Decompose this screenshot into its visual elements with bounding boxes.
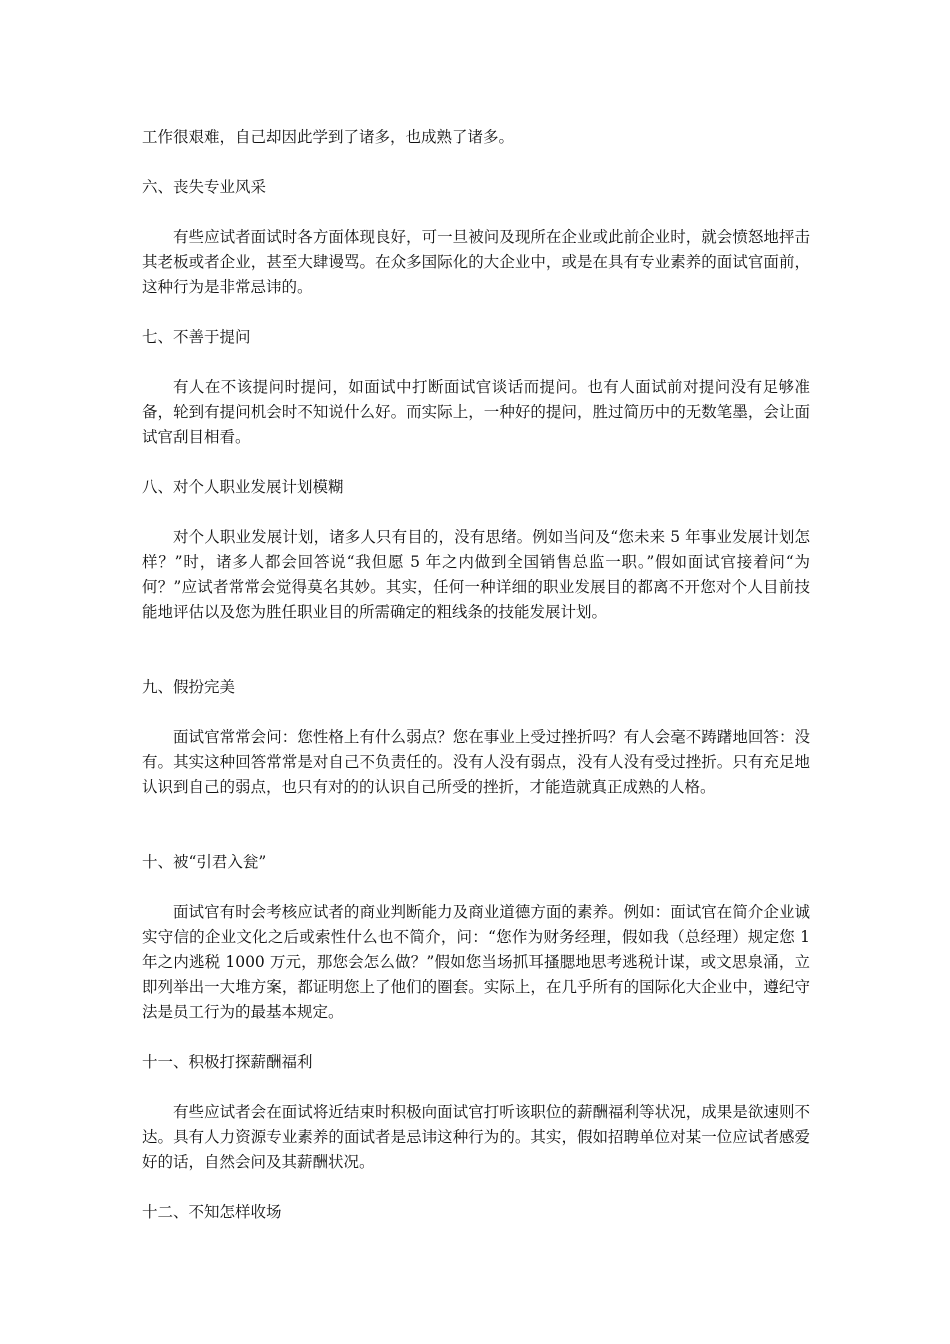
section-body-11: 有些应试者会在面试将近结束时积极向面试官打听该职位的薪酬福利等状况，成果是欲速则不达。具有人力资源专业素养的面试者是忌讳这种行为的。其实，假如招聘单位对某一位应试者感爱好的话，自然会问及其薪酬状况。 bbox=[142, 1103, 810, 1171]
section-heading-11: 十一、积极打探薪酬福利 bbox=[142, 1053, 313, 1071]
section-body-10: 面试官有时会考核应试者的商业判断能力及商业道德方面的素养。例如：面试官在简介企业诚实守信的企业文化之后或索性什么也不简介，问：“您作为财务经理，假如我（总经理）规定您 1 年之内逃税 1000 万元，那您会怎么做？”假如您当场抓耳搔腮地思考逃税计谋，或文思泉涌，立即列举出一大堆方案，都证明您上了他们的圈套。实际上，在几乎所有的国际化大企业中，遵纪守法是员工行为的最基本规定。 bbox=[142, 903, 810, 1021]
section-body-9: 面试官常常会问：您性格上有什么弱点？您在事业上受过挫折吗？有人会毫不踌躇地回答：没有。其实这种回答常常是对自己不负责任的。没有人没有弱点，没有人没有受过挫折。只有充足地认识到自己的弱点，也只有对的的认识自己所受的挫折，才能造就真正成熟的人格。 bbox=[142, 728, 810, 796]
section-heading-6: 六、丧失专业风采 bbox=[142, 178, 267, 196]
section-heading-12: 十二、不知怎样收场 bbox=[142, 1203, 282, 1221]
section-body-8: 对个人职业发展计划，诸多人只有目的，没有思绪。例如当问及“您未来 5 年事业发展计划怎样？”时，诸多人都会回答说“我但愿 5 年之内做到全国销售总监一职。”假如面试官接着问“为何？”应试者常常会觉得莫名其妙。其实，任何一种详细的职业发展目的都离不开您对个人目前技能地评估以及您为胜任职业目的所需确定的粗线条的技能发展计划。 bbox=[142, 528, 810, 621]
section-heading-8: 八、对个人职业发展计划模糊 bbox=[142, 478, 344, 496]
section-heading-10: 十、被“引君入瓮” bbox=[142, 853, 267, 871]
intro-line: 工作很艰难，自己却因此学到了诸多，也成熟了诸多。 bbox=[142, 128, 515, 146]
section-heading-7: 七、不善于提问 bbox=[142, 328, 251, 346]
section-heading-9: 九、假扮完美 bbox=[142, 678, 236, 696]
section-body-7: 有人在不该提问时提问，如面试中打断面试官谈话而提问。也有人面试前对提问没有足够准备，轮到有提问机会时不知说什么好。而实际上，一种好的提问，胜过简历中的无数笔墨，会让面试官刮目相看。 bbox=[142, 378, 810, 446]
section-body-6: 有些应试者面试时各方面体现良好，可一旦被问及现所在企业或此前企业时，就会愤怒地抨击其老板或者企业，甚至大肆谩骂。在众多国际化的大企业中，或是在具有专业素养的面试官面前，这种行为是非常忌讳的。 bbox=[142, 228, 810, 296]
